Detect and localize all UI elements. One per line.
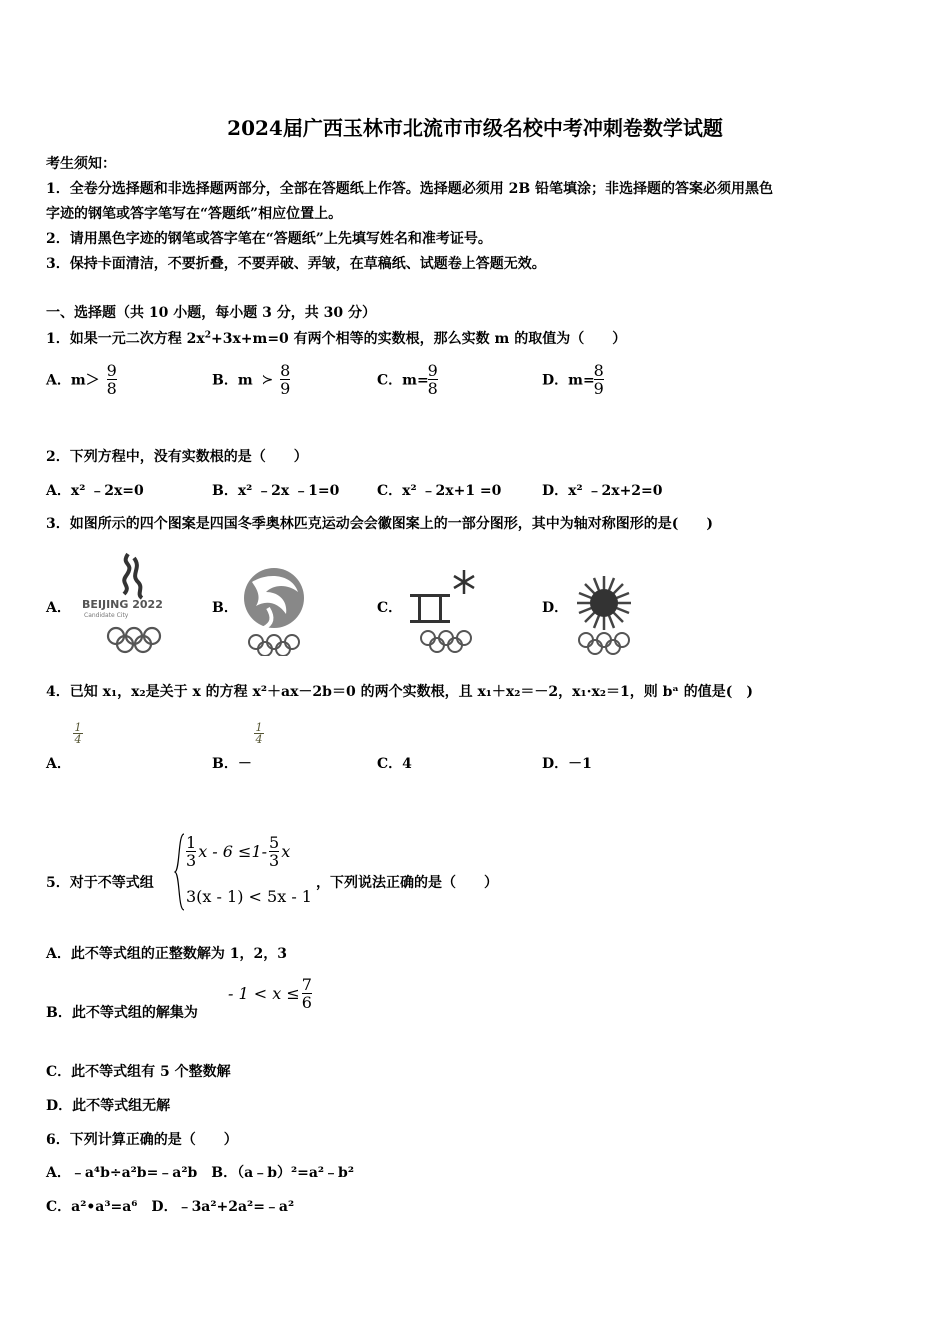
notice-item-1-line-1: 1．全卷分选择题和非选择题两部分，全部在答题纸上作答。选择题必须用 2B 铅笔填涂；非选择题的答案必须用黑色	[46, 181, 774, 197]
sys-line-1-left: x - 6 ≤1-	[198, 842, 268, 861]
sys-f2-num: 5	[269, 833, 280, 852]
question-5-stem-a: 5．对于不等式组	[46, 875, 154, 891]
emblem-a-text: BEIJING 2022	[82, 598, 163, 611]
q1-option-c-label: C．m=	[377, 372, 429, 389]
q2-option-b: B．x² ﹣2x ﹣1=0	[212, 483, 340, 499]
notice-heading: 考生须知：	[46, 156, 116, 172]
q3-option-c-label: C．	[377, 600, 403, 616]
q4-option-d: D．－1	[542, 756, 592, 772]
q5-b-fraction	[302, 976, 312, 1011]
q4-a-numerator: 1	[74, 721, 82, 734]
q1-option-b-fraction	[280, 362, 290, 397]
q4-b-numerator: 1	[255, 721, 263, 734]
q1-b-numerator: 8	[280, 361, 291, 380]
sys-f1-num: 1	[186, 833, 197, 852]
q2-option-d: D．x² ﹣2x+2=0	[542, 483, 663, 499]
q5-b-num: 7	[301, 975, 312, 994]
q1-a-denominator: 8	[106, 379, 117, 398]
q5-option-d: D．此不等式组无解	[46, 1098, 171, 1114]
q1-option-b	[212, 362, 292, 397]
q1-a-numerator: 9	[106, 361, 117, 380]
q4-option-a: A．	[46, 756, 71, 772]
q1-stem-sup: 2	[204, 330, 211, 341]
q5-option-a: A．此不等式组的正整数解为 1，2，3	[46, 946, 287, 962]
q4-b-denominator: 4	[255, 733, 263, 746]
q3-option-b-label: B．	[212, 600, 238, 616]
q1-option-a-label: A．m＞	[46, 372, 100, 389]
q3-option-d-label: D．	[542, 600, 569, 616]
q1-d-denominator: 9	[593, 379, 604, 398]
sys-line-1-right: x	[281, 842, 291, 861]
sys-f2-den: 3	[269, 851, 280, 870]
q1-option-b-label: B．m	[212, 372, 253, 389]
emblem-a-subtext: Candidate City	[84, 612, 129, 619]
question-5-stem-b: ，下列说法正确的是（ ）	[316, 875, 498, 891]
sys-fraction-2	[269, 834, 279, 869]
question-3-stem: 3．如图所示的四个图案是四国冬季奥林匹克运动会会徽图案上的一部分图形，其中为轴对称图形的是( )	[46, 516, 713, 532]
question-2-stem: 2．下列方程中，没有实数根的是（ ）	[46, 449, 308, 465]
question-1-stem	[46, 328, 626, 348]
q4-option-b: B．－	[212, 756, 252, 772]
q5-option-b-expression	[228, 976, 314, 1011]
notice-item-3: 3．保持卡面清洁，不要折叠，不要弄破、弄皱，在草稿纸、试题卷上答题无效。	[46, 256, 546, 272]
snowflake-emblem	[572, 570, 636, 656]
q6-options-a-b: A．﹣a⁴b÷a²b=﹣a²b B．（a﹣b）²=a²﹣b²	[46, 1165, 354, 1181]
q1-c-numerator: 9	[427, 361, 438, 380]
q1-option-d-label: D．m=	[542, 372, 595, 389]
q1-option-d	[542, 362, 606, 397]
q2-option-a: A．x² ﹣2x=0	[46, 483, 144, 499]
question-4-stem: 4．已知 x₁，x₂是关于 x 的方程 x²＋ax－2b＝0 的两个实数根，且 x₁＋x₂＝－2，x₁·x₂＝1，则 bᵃ 的值是( )	[46, 684, 754, 700]
swirl-emblem	[238, 562, 313, 656]
q1-option-d-fraction	[594, 362, 604, 397]
q1-option-c-fraction	[428, 362, 438, 397]
q1-stem-part-a: 1．如果一元二次方程 2x	[46, 331, 205, 347]
section-heading: 一、选择题（共 10 小题，每小题 3 分，共 30 分）	[46, 305, 376, 321]
q1-option-c	[377, 362, 440, 397]
page-title: 2024届广西玉林市北流市市级名校中考冲刺卷数学试题	[227, 116, 723, 140]
sys-line-2: 3(x - 1) < 5x - 1	[186, 887, 312, 906]
q1-option-a	[46, 362, 119, 397]
sys-f1-den: 3	[186, 851, 197, 870]
q1-option-a-fraction	[107, 362, 117, 397]
sys-fraction-1	[186, 834, 196, 869]
q5-option-b: B．此不等式组的解集为	[46, 1005, 198, 1021]
beijing-2022-emblem	[80, 548, 190, 656]
q1-option-b-relation: ≻	[261, 371, 274, 388]
q1-c-denominator: 8	[427, 379, 438, 398]
q3-option-a-label: A．	[46, 600, 71, 616]
q4-option-c: C．4	[377, 756, 412, 772]
q5-b-expr: - 1 < x ≤	[228, 984, 300, 1003]
q2-option-c: C．x² ﹣2x+1 =0	[377, 483, 502, 499]
q5-option-c: C．此不等式组有 5 个整数解	[46, 1064, 231, 1080]
notice-item-1-line-2: 字迹的钢笔或答字笔写在“答题纸”相应位置上。	[46, 206, 343, 222]
q4-option-a-fraction	[73, 722, 83, 745]
q5-inequality-system	[174, 832, 314, 912]
q4-option-b-fraction	[254, 722, 264, 745]
gate-star-emblem	[404, 566, 484, 656]
notice-item-2: 2．请用黑色字迹的钢笔或答字笔在“答题纸”上先填写姓名和准考证号。	[46, 231, 492, 247]
q1-d-numerator: 8	[593, 361, 604, 380]
q6-options-c-d: C．a²•a³=a⁶ D．﹣3a²+2a²=﹣a²	[46, 1199, 295, 1215]
q4-a-denominator: 4	[74, 733, 82, 746]
q1-stem-part-b: +3x+m=0 有两个相等的实数根，那么实数 m 的取值为（ ）	[210, 331, 627, 347]
q1-b-denominator: 9	[280, 379, 291, 398]
q5-b-den: 6	[301, 993, 312, 1012]
question-6-stem: 6．下列计算正确的是（ ）	[46, 1132, 238, 1148]
